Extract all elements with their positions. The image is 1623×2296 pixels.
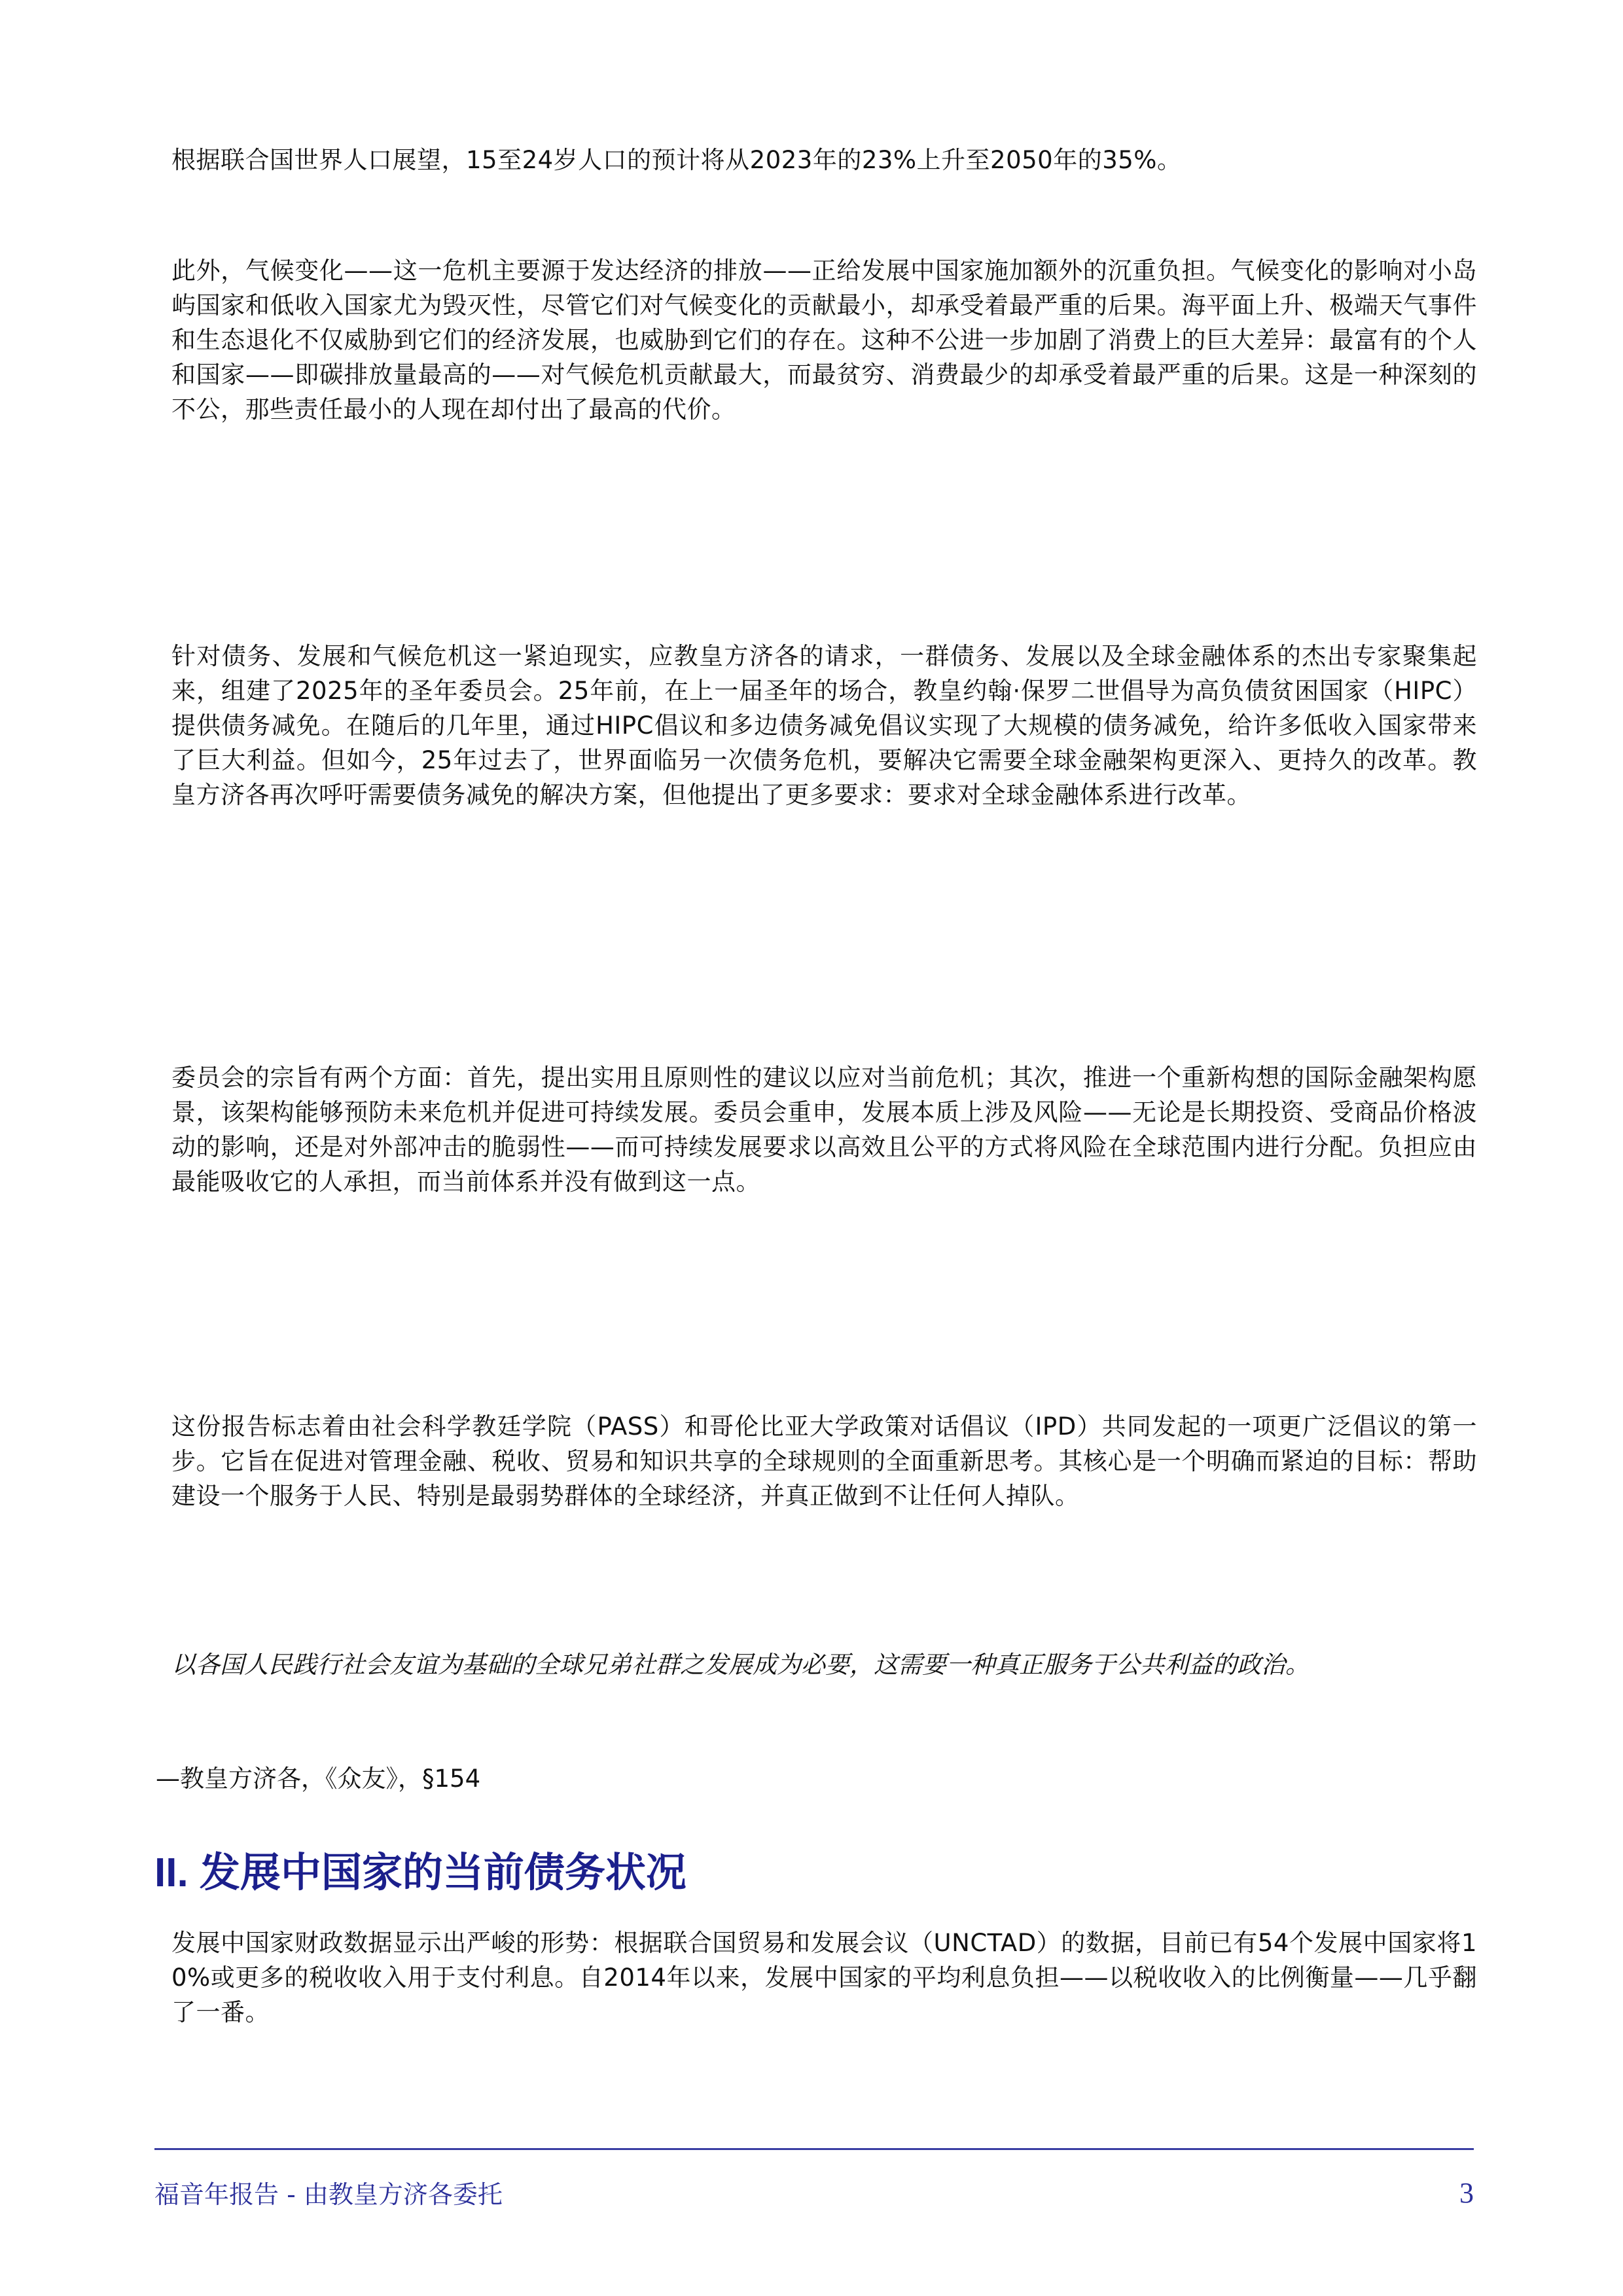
paragraph-climate-change: 此外，气候变化——这一危机主要源于发达经济的排放——正给发展中国家施加额外的沉重负担。气候变化的影响对小岛屿国家和低收入国家尤为毁灭性，尽管它们对气候变化的贡献最小，却承受着最严重的后果。海平面上升、极端天气事件和生态退化不仅威胁到它们的经济发展，也威胁到它们的存在。这种不公进一步加剧了消费上的巨大差异：最富有的个人和国家——即碳排放量最高的——对气候危机贡献最大，而最贫穷、消费最少的却承受着最严重的后果。这是一种深刻的不公，那些责任最小的人现在却付出了最高的代价。 [171, 257, 1477, 423]
footer-divider [154, 2148, 1474, 2150]
paragraph-commission-purpose: 委员会的宗旨有两个方面：首先，提出实用且原则性的建议以应对当前危机；其次，推进一个重新构想的国际金融架构愿景，该架构能够预防未来危机并促进可持续发展。委员会重申，发展本质上涉及风险——无论是长期投资、受商品价格波动的影响，还是对外部冲击的脆弱性——而可持续发展要求以高效且公平的方式将风险在全球范围内进行分配。负担应由最能吸收它的人承担，而当前体系并没有做到这一点。 [171, 1064, 1477, 1196]
paragraph-report-initiative: 这份报告标志着由社会科学教廷学院（PASS）和哥伦比亚大学政策对话倡议（IPD）共同发起的一项更广泛倡议的第一步。它旨在促进对管理金融、税收、贸易和知识共享的全球规则的全面重新思考。其核心是一个明确而紧迫的目标：帮助建设一个服务于人民、特别是最弱势群体的全球经济，并真正做到不让任何人掉队。 [171, 1412, 1477, 1510]
footer-title: 福音年报告 - 由教皇方济各委托 [154, 2180, 503, 2209]
paragraph-debt-situation: 发展中国家财政数据显示出严峻的形势：根据联合国贸易和发展会议（UNCTAD）的数据，目前已有54个发展中国家将10%或更多的税收收入用于支付利息。自2014年以来，发展中国家的平均利息负担——以税收收入的比例衡量——几乎翻了一番。 [171, 1929, 1477, 2026]
section-heading: II. 发展中国家的当前债务状况 [154, 1850, 687, 1895]
paragraph-population-outlook: 根据联合国世界人口展望，15至24岁人口的预计将从2023年的23%上升至2050年的35%。 [171, 146, 1182, 174]
quote-attribution: —教皇方济各，《众友》，§154 [156, 1765, 481, 1793]
page-number: 3 [1459, 2177, 1474, 2209]
paragraph-jubilee-commission: 针对债务、发展和气候危机这一紧迫现实，应教皇方济各的请求，一群债务、发展以及全球金融体系的杰出专家聚集起来，组建了2025年的圣年委员会。25年前，在上一届圣年的场合，教皇约翰·保罗二世倡导为高负债贫困国家（HIPC）提供债务减免。在随后的几年里，通过HIPC倡议和多边债务减免倡议实现了大规模的债务减免，给许多低收入国家带来了巨大利益。但如今，25年过去了，世界面临另一次债务危机，要解决它需要全球金融架构更深入、更持久的改革。教皇方济各再次呼吁需要债务减免的解决方案，但他提出了更多要求：要求对全球金融体系进行改革。 [171, 642, 1477, 809]
pope-quote: 以各国人民践行社会友谊为基础的全球兄弟社群之发展成为必要，这需要一种真正服务于公共利益的政治。 [171, 1651, 1310, 1679]
